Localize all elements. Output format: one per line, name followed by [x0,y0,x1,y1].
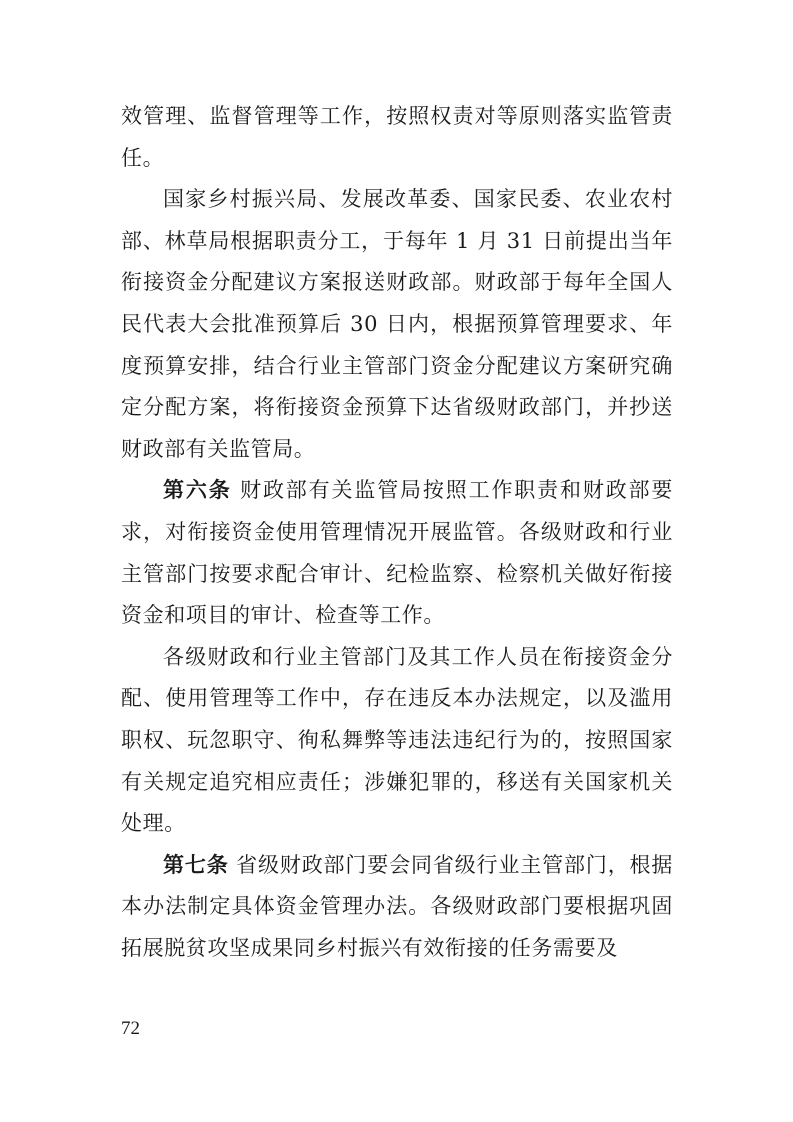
body-text [121,96,673,969]
paragraph-4 [121,637,673,845]
paragraph-1 [121,96,673,179]
paragraph-1-text: 效管理、监督管理等工作，按照权责对等原则落实监管责任。 [121,104,673,170]
paragraph-3-text: 财政部有关监管局按照工作职责和财政部要求，对衔接资金使用管理情况开展监管。各级财政和行业主管部门按要求配合审计、纪检监察、检察机关做好衔接资金和项目的审计、检查等工作。 [121,478,673,628]
page-number: 72 [121,1018,140,1039]
paragraph-2-text: 国家乡村振兴局、发展改革委、国家民委、农业农村部、林草局根据职责分工，于每年 1 月 31 日前提出当年衔接资金分配建议方案报送财政部。财政部于每年全国人民代表大会批准预算后 30 日内，根据预算管理要求、年度预算安排，结合行业主管部门资金分配建议方案研究确定分配方案，将衔接资金预算下达省级财政部门，并抄送财政部有关监管局。 [121,187,673,461]
paragraph-4-text: 各级财政和行业主管部门及其工作人员在衔接资金分配、使用管理等工作中，存在违反本办法规定，以及滥用职权、玩忽职守、徇私舞弊等违法违纪行为的，按照国家有关规定追究相应责任；涉嫌犯罪的，移送有关国家机关处理。 [121,644,673,836]
article-six-heading: 第六条 [163,478,232,503]
paragraph-5 [121,845,673,970]
paragraph-5-text: 省级财政部门要会同省级行业主管部门，根据本办法制定具体资金管理办法。各级财政部门要根据巩固拓展脱贫攻坚成果同乡村振兴有效衔接的任务需要及 [121,852,674,960]
article-seven-heading: 第七条 [163,852,229,877]
paragraph-3 [121,470,673,636]
paragraph-2 [121,179,673,470]
